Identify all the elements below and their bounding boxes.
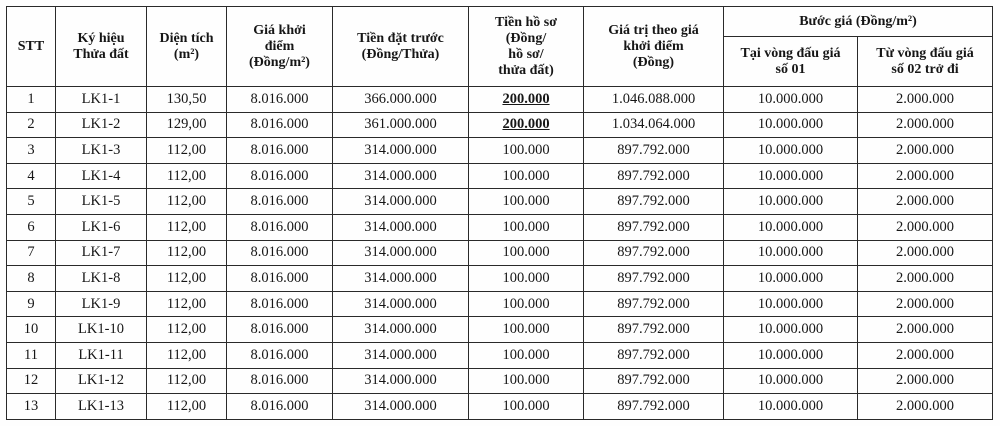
dien-tich-cell: 112,00 <box>147 189 227 215</box>
ky-hieu-cell: LK1-4 <box>56 163 147 189</box>
buoc-gia-vong-02-cell: 2.000.000 <box>858 214 993 240</box>
gia-khoi-diem-cell: 8.016.000 <box>227 214 333 240</box>
tien-dat-truoc-cell: 314.000.000 <box>333 394 469 420</box>
tien-dat-truoc-cell: 314.000.000 <box>333 317 469 343</box>
gia-tri-cell: 1.046.088.000 <box>584 87 724 113</box>
tien-ho-so-cell: 200.000 <box>469 112 584 138</box>
buoc-gia-vong-01-cell: 10.000.000 <box>724 342 858 368</box>
tien-ho-so-cell: 100.000 <box>469 240 584 266</box>
stt-cell: 9 <box>7 291 56 317</box>
table-row <box>7 189 993 215</box>
stt-cell: 4 <box>7 163 56 189</box>
header-gia-tri <box>584 7 724 87</box>
header-buoc-gia-vong-01-line: số 01 <box>775 61 806 77</box>
ky-hieu-cell: LK1-3 <box>56 138 147 164</box>
table-row <box>7 240 993 266</box>
gia-tri-cell: 897.792.000 <box>584 342 724 368</box>
header-tien-ho-so-line: (Đồng/ <box>505 30 547 46</box>
tien-ho-so-cell: 100.000 <box>469 266 584 292</box>
buoc-gia-vong-01-cell: 10.000.000 <box>724 214 858 240</box>
header-gia-khoi-diem-line: điểm <box>264 38 295 54</box>
dien-tich-cell: 130,50 <box>147 87 227 113</box>
stt-cell: 6 <box>7 214 56 240</box>
table-row <box>7 266 993 292</box>
gia-khoi-diem-cell: 8.016.000 <box>227 291 333 317</box>
ky-hieu-cell: LK1-11 <box>56 342 147 368</box>
dien-tich-cell: 112,00 <box>147 342 227 368</box>
gia-khoi-diem-cell: 8.016.000 <box>227 394 333 420</box>
dien-tich-cell: 112,00 <box>147 163 227 189</box>
tien-dat-truoc-cell: 314.000.000 <box>333 163 469 189</box>
buoc-gia-vong-01-cell: 10.000.000 <box>724 394 858 420</box>
header-tien-ho-so-line: Tiền hồ sơ <box>495 14 557 30</box>
tien-ho-so-cell: 100.000 <box>469 342 584 368</box>
ky-hieu-cell: LK1-12 <box>56 368 147 394</box>
header-stt: STT <box>7 7 56 87</box>
gia-tri-cell: 1.034.064.000 <box>584 112 724 138</box>
header-gia-khoi-diem-line: (Đồng/m²) <box>249 54 310 70</box>
stt-cell: 7 <box>7 240 56 266</box>
tien-dat-truoc-cell: 314.000.000 <box>333 291 469 317</box>
auction-price-table <box>6 6 993 420</box>
buoc-gia-vong-01-cell: 10.000.000 <box>724 163 858 189</box>
table-row <box>7 87 993 113</box>
tien-ho-so-cell: 100.000 <box>469 138 584 164</box>
buoc-gia-vong-02-cell: 2.000.000 <box>858 291 993 317</box>
header-buoc-gia-vong-02-line: Từ vòng đấu giá <box>876 45 974 61</box>
stt-cell: 8 <box>7 266 56 292</box>
buoc-gia-vong-02-cell: 2.000.000 <box>858 342 993 368</box>
ky-hieu-cell: LK1-8 <box>56 266 147 292</box>
tien-ho-so-cell: 100.000 <box>469 394 584 420</box>
gia-khoi-diem-cell: 8.016.000 <box>227 240 333 266</box>
table-row <box>7 342 993 368</box>
gia-khoi-diem-cell: 8.016.000 <box>227 317 333 343</box>
dien-tich-cell: 112,00 <box>147 368 227 394</box>
header-ky-hieu-line: Thửa đất <box>73 46 129 62</box>
gia-khoi-diem-cell: 8.016.000 <box>227 368 333 394</box>
buoc-gia-vong-01-cell: 10.000.000 <box>724 189 858 215</box>
tien-dat-truoc-cell: 314.000.000 <box>333 138 469 164</box>
buoc-gia-vong-01-cell: 10.000.000 <box>724 266 858 292</box>
buoc-gia-vong-01-cell: 10.000.000 <box>724 138 858 164</box>
buoc-gia-vong-01-cell: 10.000.000 <box>724 112 858 138</box>
stt-cell: 11 <box>7 342 56 368</box>
tien-ho-so-cell: 100.000 <box>469 368 584 394</box>
gia-tri-cell: 897.792.000 <box>584 240 724 266</box>
tien-dat-truoc-cell: 314.000.000 <box>333 214 469 240</box>
header-tien-ho-so-line: thửa đất) <box>498 62 554 78</box>
gia-tri-cell: 897.792.000 <box>584 317 724 343</box>
dien-tich-cell: 112,00 <box>147 266 227 292</box>
table-row <box>7 368 993 394</box>
ky-hieu-cell: LK1-10 <box>56 317 147 343</box>
header-dien-tich-line: Diện tích <box>159 30 214 46</box>
header-buoc-gia-vong-02 <box>858 37 993 87</box>
buoc-gia-vong-01-cell: 10.000.000 <box>724 291 858 317</box>
gia-tri-cell: 897.792.000 <box>584 266 724 292</box>
ky-hieu-cell: LK1-7 <box>56 240 147 266</box>
buoc-gia-vong-02-cell: 2.000.000 <box>858 189 993 215</box>
buoc-gia-vong-01-cell: 10.000.000 <box>724 240 858 266</box>
buoc-gia-vong-01-cell: 10.000.000 <box>724 368 858 394</box>
stt-cell: 13 <box>7 394 56 420</box>
stt-cell: 12 <box>7 368 56 394</box>
buoc-gia-vong-02-cell: 2.000.000 <box>858 240 993 266</box>
gia-tri-cell: 897.792.000 <box>584 138 724 164</box>
gia-khoi-diem-cell: 8.016.000 <box>227 189 333 215</box>
dien-tich-cell: 129,00 <box>147 112 227 138</box>
stt-cell: 3 <box>7 138 56 164</box>
header-buoc-gia: Bước giá (Đồng/m²) <box>724 7 993 37</box>
tien-dat-truoc-cell: 314.000.000 <box>333 266 469 292</box>
tien-ho-so-cell: 100.000 <box>469 189 584 215</box>
dien-tich-cell: 112,00 <box>147 214 227 240</box>
tien-dat-truoc-cell: 314.000.000 <box>333 342 469 368</box>
header-ky-hieu-line: Ký hiệu <box>77 30 125 46</box>
dien-tich-cell: 112,00 <box>147 317 227 343</box>
ky-hieu-cell: LK1-6 <box>56 214 147 240</box>
tien-dat-truoc-cell: 361.000.000 <box>333 112 469 138</box>
header-gia-khoi-diem <box>227 7 333 87</box>
table-row <box>7 214 993 240</box>
header-tien-dat-truoc-line: Tiền đặt trước <box>357 30 444 46</box>
ky-hieu-cell: LK1-9 <box>56 291 147 317</box>
table-row <box>7 138 993 164</box>
table-row <box>7 163 993 189</box>
gia-tri-cell: 897.792.000 <box>584 368 724 394</box>
stt-cell: 1 <box>7 87 56 113</box>
stt-cell: 5 <box>7 189 56 215</box>
tien-ho-so-cell: 200.000 <box>469 87 584 113</box>
gia-tri-cell: 897.792.000 <box>584 394 724 420</box>
table-header <box>7 7 993 87</box>
buoc-gia-vong-02-cell: 2.000.000 <box>858 112 993 138</box>
gia-khoi-diem-cell: 8.016.000 <box>227 87 333 113</box>
tien-ho-so-cell: 100.000 <box>469 317 584 343</box>
header-gia-tri-line: Giá trị theo giá <box>608 22 699 38</box>
stt-cell: 2 <box>7 112 56 138</box>
table-row <box>7 394 993 420</box>
header-dien-tich <box>147 7 227 87</box>
ky-hieu-cell: LK1-1 <box>56 87 147 113</box>
gia-tri-cell: 897.792.000 <box>584 189 724 215</box>
header-ky-hieu <box>56 7 147 87</box>
table-row <box>7 317 993 343</box>
gia-tri-cell: 897.792.000 <box>584 214 724 240</box>
buoc-gia-vong-02-cell: 2.000.000 <box>858 266 993 292</box>
table-row <box>7 112 993 138</box>
buoc-gia-vong-02-cell: 2.000.000 <box>858 368 993 394</box>
buoc-gia-vong-01-cell: 10.000.000 <box>724 317 858 343</box>
buoc-gia-vong-02-cell: 2.000.000 <box>858 87 993 113</box>
gia-tri-cell: 897.792.000 <box>584 291 724 317</box>
ky-hieu-cell: LK1-13 <box>56 394 147 420</box>
dien-tich-cell: 112,00 <box>147 291 227 317</box>
gia-khoi-diem-cell: 8.016.000 <box>227 342 333 368</box>
buoc-gia-vong-02-cell: 2.000.000 <box>858 138 993 164</box>
gia-khoi-diem-cell: 8.016.000 <box>227 138 333 164</box>
header-buoc-gia-vong-02-line: số 02 trở đi <box>891 61 959 77</box>
header-gia-tri-line: (Đồng) <box>632 54 675 70</box>
buoc-gia-vong-01-cell: 10.000.000 <box>724 87 858 113</box>
gia-tri-cell: 897.792.000 <box>584 163 724 189</box>
tien-ho-so-cell: 100.000 <box>469 214 584 240</box>
tien-dat-truoc-cell: 314.000.000 <box>333 240 469 266</box>
buoc-gia-vong-02-cell: 2.000.000 <box>858 317 993 343</box>
gia-khoi-diem-cell: 8.016.000 <box>227 112 333 138</box>
tien-ho-so-cell: 100.000 <box>469 163 584 189</box>
header-gia-khoi-diem-line: Giá khởi <box>253 22 306 38</box>
table-row <box>7 291 993 317</box>
header-tien-ho-so <box>469 7 584 87</box>
ky-hieu-cell: LK1-2 <box>56 112 147 138</box>
buoc-gia-vong-02-cell: 2.000.000 <box>858 163 993 189</box>
header-gia-tri-line: khởi điểm <box>623 38 684 54</box>
stt-cell: 10 <box>7 317 56 343</box>
header-buoc-gia-vong-01 <box>724 37 858 87</box>
tien-dat-truoc-cell: 314.000.000 <box>333 189 469 215</box>
tien-dat-truoc-cell: 366.000.000 <box>333 87 469 113</box>
tien-ho-so-cell: 100.000 <box>469 291 584 317</box>
dien-tich-cell: 112,00 <box>147 240 227 266</box>
header-dien-tich-line: (m²) <box>173 46 200 62</box>
header-tien-dat-truoc <box>333 7 469 87</box>
header-buoc-gia-vong-01-line: Tại vòng đấu giá <box>740 45 841 61</box>
dien-tich-cell: 112,00 <box>147 394 227 420</box>
gia-khoi-diem-cell: 8.016.000 <box>227 163 333 189</box>
header-tien-ho-so-line: hồ sơ/ <box>508 46 544 62</box>
gia-khoi-diem-cell: 8.016.000 <box>227 266 333 292</box>
tien-dat-truoc-cell: 314.000.000 <box>333 368 469 394</box>
ky-hieu-cell: LK1-5 <box>56 189 147 215</box>
buoc-gia-vong-02-cell: 2.000.000 <box>858 394 993 420</box>
table-body <box>7 87 993 420</box>
dien-tich-cell: 112,00 <box>147 138 227 164</box>
header-tien-dat-truoc-line: (Đồng/Thửa) <box>361 46 440 62</box>
